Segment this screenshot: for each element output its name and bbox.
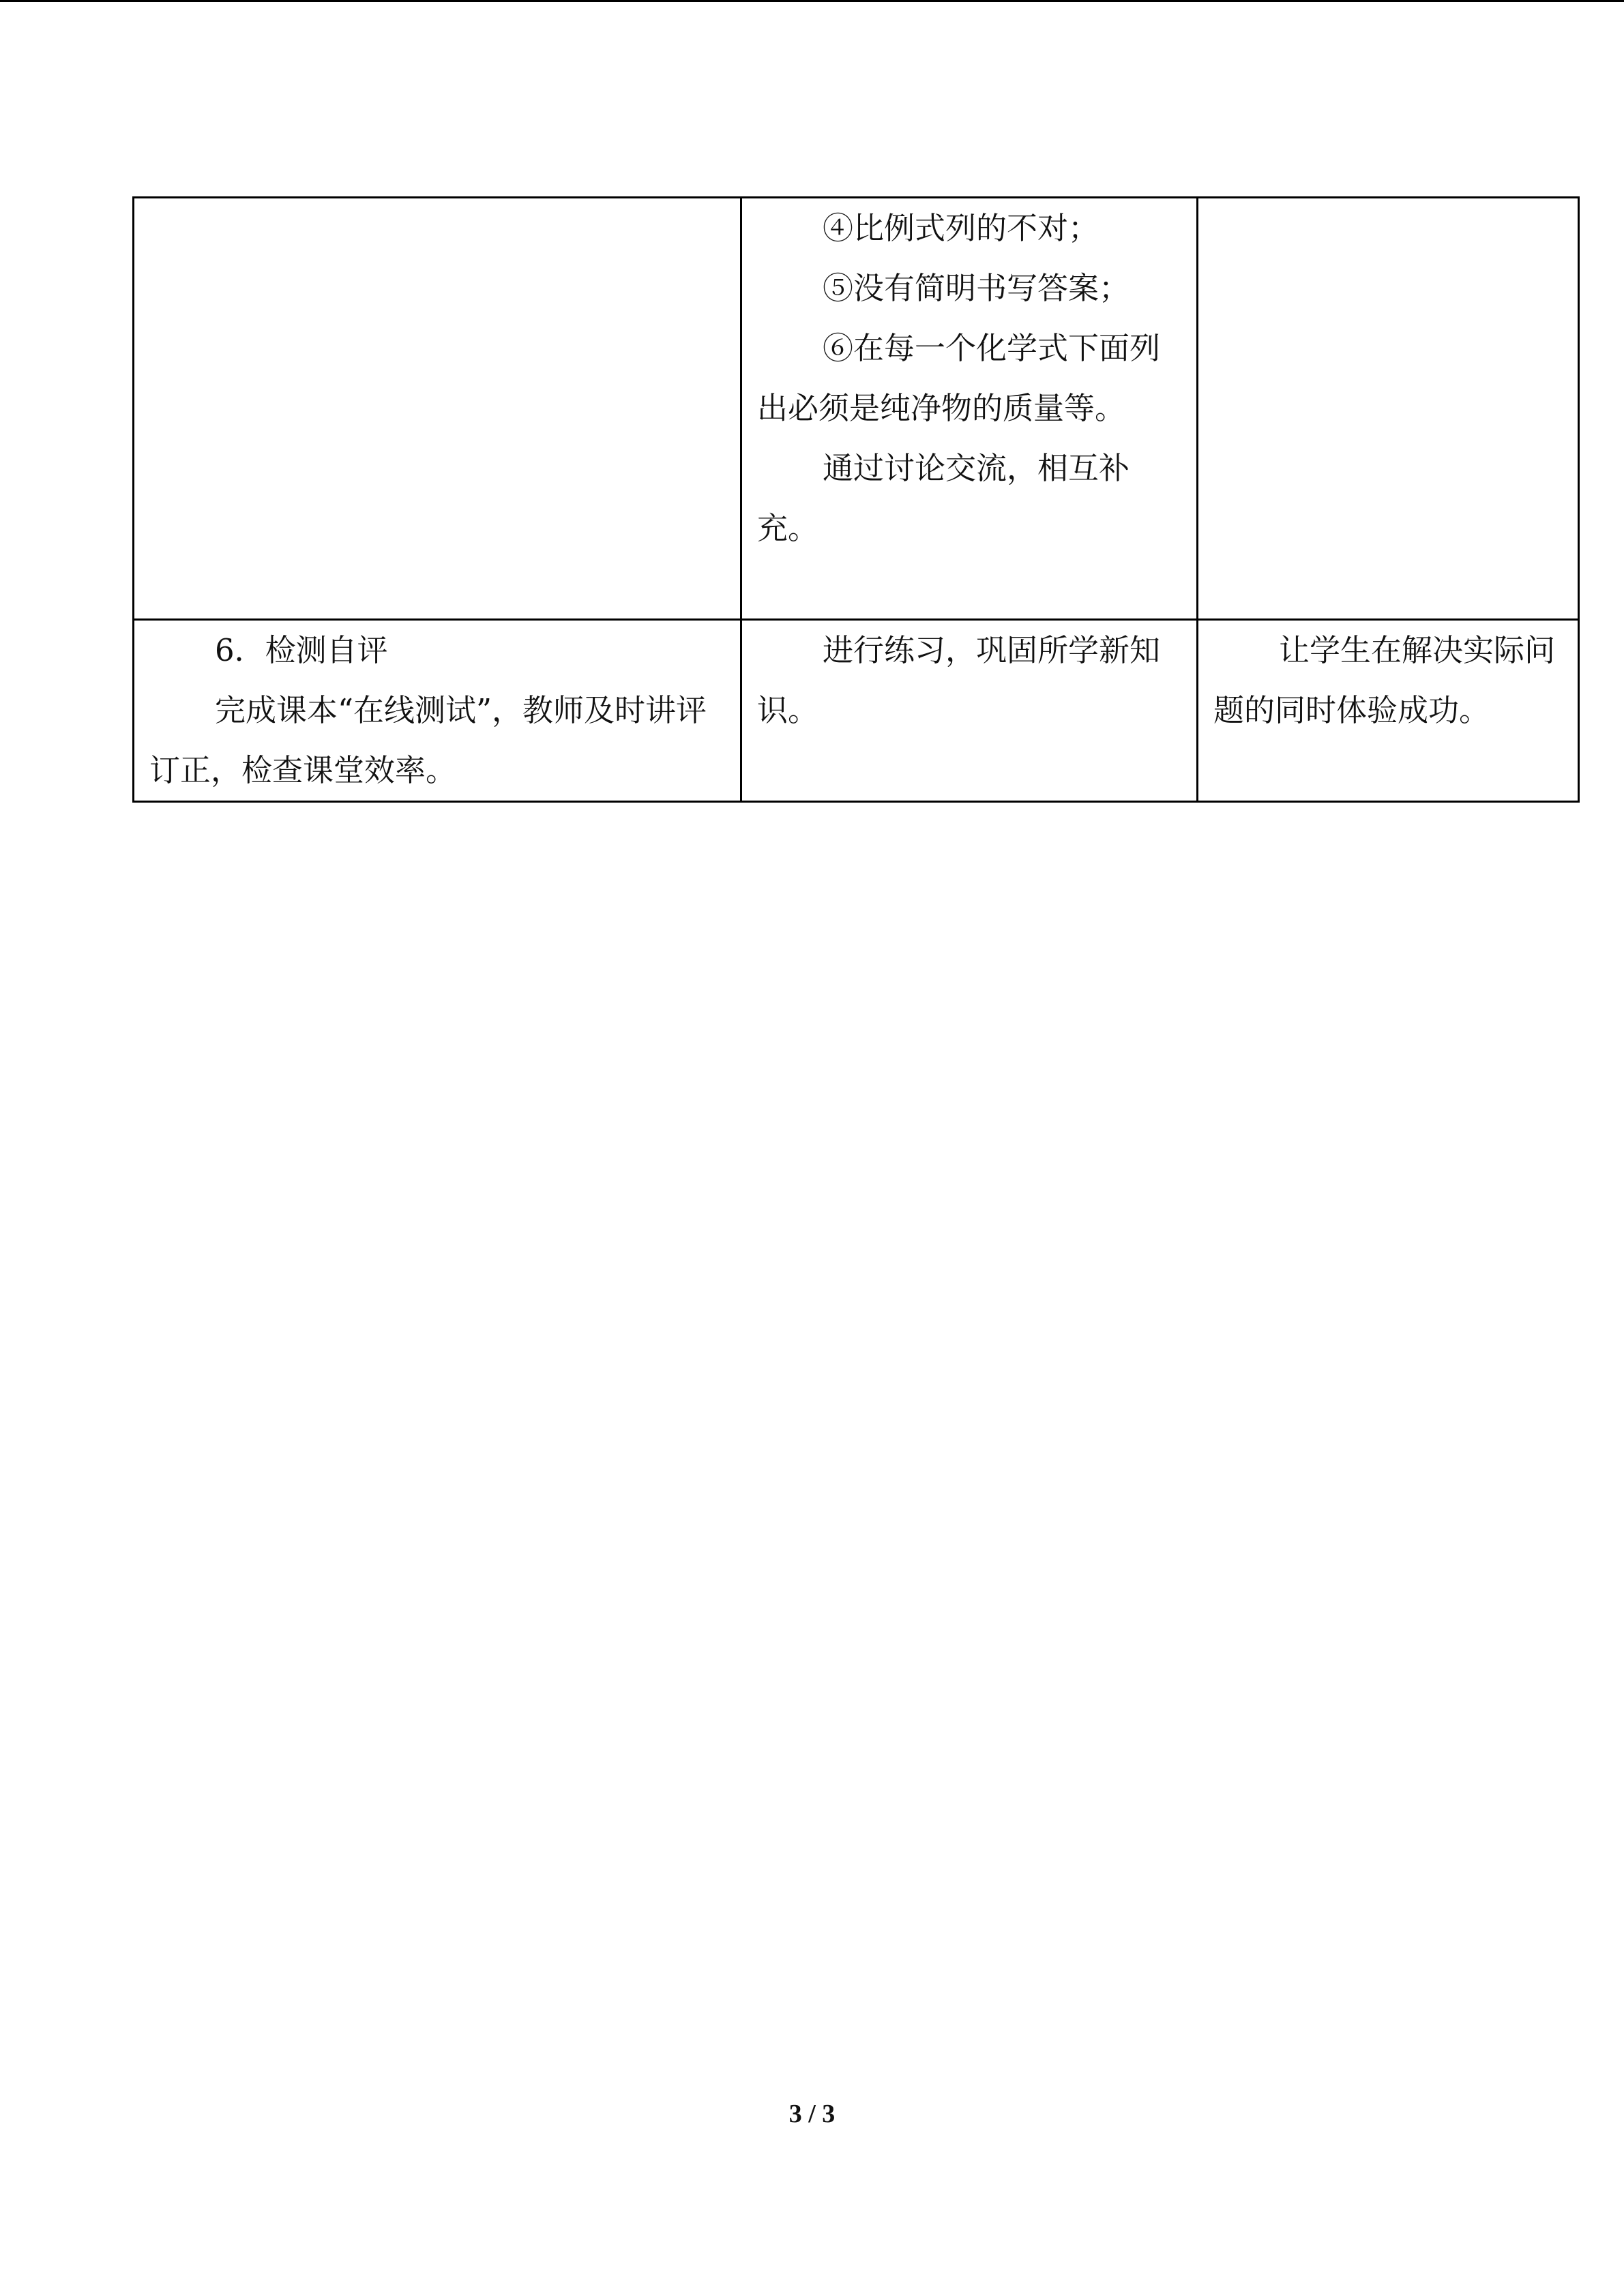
design-intent-cell — [1198, 198, 1579, 620]
student-activity-cell — [741, 620, 1198, 802]
teacher-instruction: 完成课本“在线测试”，教师及时讲评订正，检查课堂效率。 — [149, 692, 707, 788]
teacher-activity-cell — [134, 620, 741, 802]
section-heading: 6．检测自评 — [215, 632, 388, 668]
teacher-activity-cell — [134, 198, 741, 620]
design-intent-text: 让学生在解决实际问题的同时体验成功。 — [1213, 632, 1556, 728]
table-row — [134, 198, 1579, 620]
error-item-4: ④比例式列的不对； — [823, 210, 1099, 246]
student-practice: 进行练习，巩固所学新知识。 — [757, 632, 1161, 728]
page-top-border — [0, 0, 1624, 2]
lesson-plan-table — [132, 196, 1580, 803]
design-intent-cell — [1198, 620, 1579, 802]
error-item-6: ⑥在每一个化学式下面列出必须是纯净物的质量等。 — [757, 330, 1161, 426]
table-row — [134, 620, 1579, 802]
discussion-note: 通过讨论交流，相互补充。 — [757, 450, 1130, 546]
page-number: 3 / 3 — [788, 2100, 836, 2128]
student-activity-cell — [741, 198, 1198, 620]
error-item-5: ⑤没有简明书写答案； — [823, 270, 1130, 306]
